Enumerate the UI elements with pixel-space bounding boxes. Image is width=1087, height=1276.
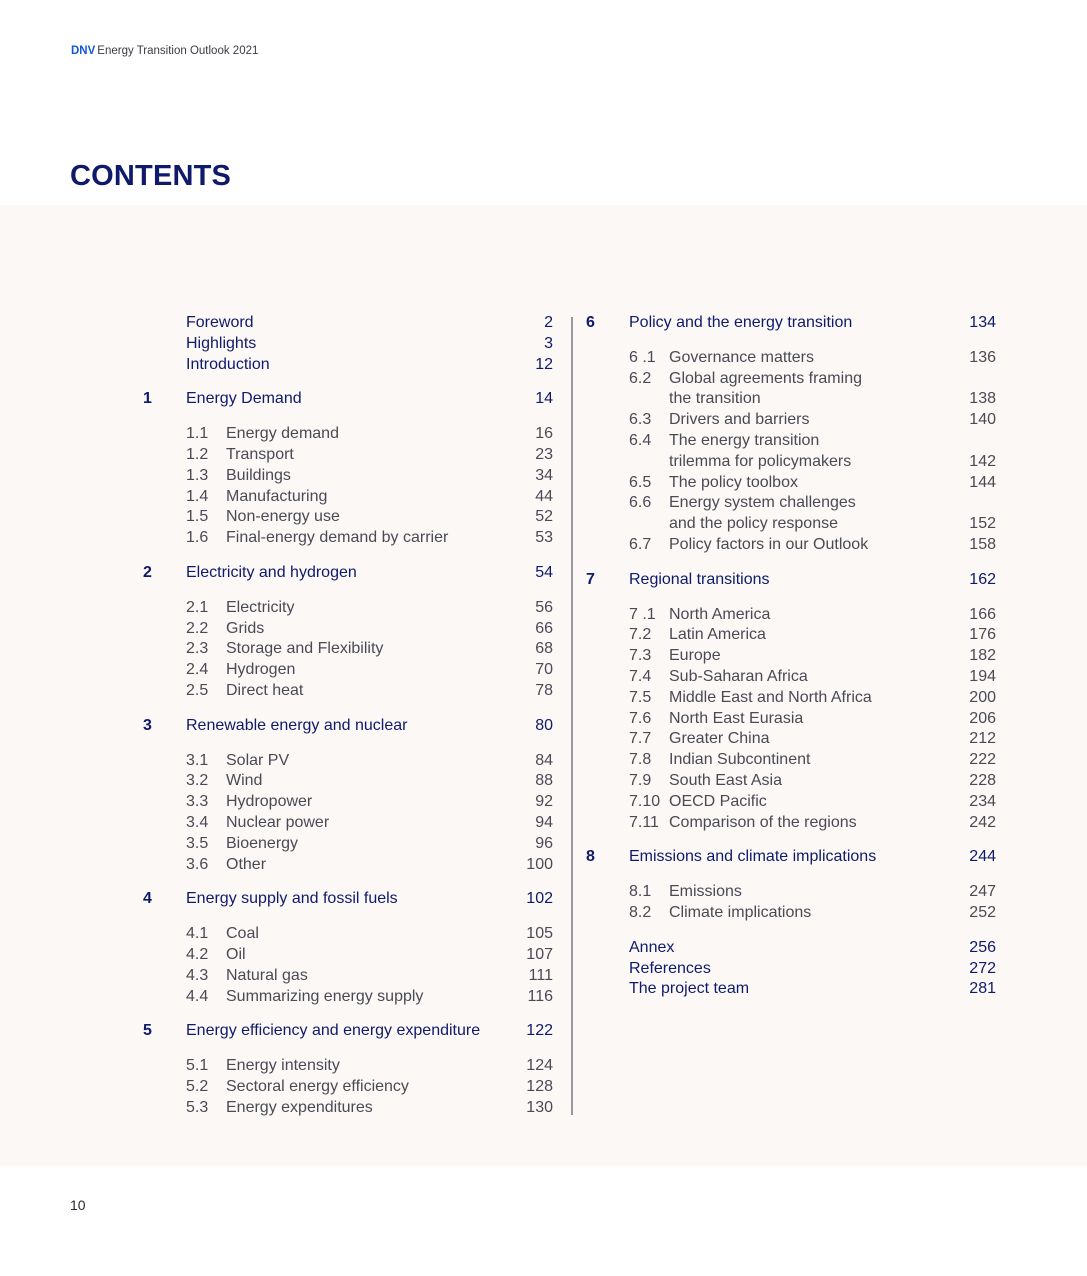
section-title: Buildings — [226, 466, 291, 484]
section-number: 5.3 — [186, 1098, 209, 1116]
section-title: The energy transition — [669, 431, 820, 449]
chapter-title: Energy efficiency and energy expenditure — [186, 1022, 481, 1040]
toc-section-entry[interactable] — [143, 987, 553, 1008]
section-number: 7.11 — [629, 813, 659, 831]
entry-title: Introduction — [186, 355, 270, 373]
section-title: Grids — [226, 619, 265, 637]
page-ref: 2 — [544, 314, 553, 331]
toc-spacer — [586, 556, 996, 570]
section-number: 2.5 — [186, 681, 209, 699]
section-number: 1.3 — [186, 466, 209, 484]
section-number: 7.6 — [629, 709, 652, 727]
toc-section-entry[interactable] — [586, 903, 996, 924]
section-title: trilemma for policymakers — [669, 452, 852, 470]
section-number: 7.9 — [629, 771, 652, 789]
toc-chapter-entry[interactable] — [143, 889, 553, 910]
section-title: Manufacturing — [226, 487, 328, 505]
toc-section-entry[interactable] — [143, 598, 553, 619]
toc-section-entry[interactable] — [586, 452, 996, 473]
toc-section-entry[interactable] — [586, 605, 996, 626]
section-title: Nuclear power — [226, 813, 330, 831]
toc-front-entry[interactable] — [143, 313, 553, 334]
toc-spacer — [586, 868, 996, 882]
section-title: Energy demand — [226, 425, 339, 443]
page-ref: 54 — [535, 563, 553, 581]
section-title: Policy factors in our Outlook — [669, 535, 869, 553]
chapter-number: 2 — [143, 563, 152, 581]
toc-spacer — [143, 410, 553, 424]
page-ref: 66 — [535, 619, 553, 637]
section-title: Non-energy use — [226, 508, 340, 526]
toc-section-entry[interactable] — [143, 771, 553, 792]
toc-chapter-entry[interactable] — [143, 563, 553, 584]
toc-section-entry[interactable] — [586, 431, 996, 452]
page-ref: 228 — [969, 771, 996, 789]
toc-chapter-entry[interactable] — [143, 1021, 553, 1042]
section-title: Europe — [669, 647, 721, 665]
toc-spacer — [586, 833, 996, 847]
toc-front-entry[interactable] — [586, 979, 996, 1000]
page-ref: 128 — [526, 1077, 553, 1095]
section-number: 3.2 — [186, 772, 209, 790]
toc-section-entry[interactable] — [586, 535, 996, 556]
section-title: Hydrogen — [226, 661, 296, 679]
toc-section-entry[interactable] — [586, 514, 996, 535]
page-ref: 23 — [535, 445, 553, 463]
page-ref: 142 — [969, 452, 996, 470]
toc-spacer — [586, 334, 996, 348]
toc-section-entry[interactable] — [143, 681, 553, 702]
section-title: Transport — [226, 445, 294, 463]
page-ref: 158 — [969, 535, 996, 553]
toc-section-entry[interactable] — [586, 813, 996, 834]
toc-right-column — [586, 313, 996, 1000]
document-title: Energy Transition Outlook 2021 — [97, 45, 259, 57]
toc-section-entry[interactable] — [143, 751, 553, 772]
section-number: 6 .1 — [629, 348, 656, 366]
toc-section-entry[interactable] — [143, 1098, 553, 1119]
section-title: Indian Subcontinent — [669, 751, 811, 769]
page-ref: 242 — [969, 813, 996, 831]
entry-title: Highlights — [186, 334, 257, 352]
toc-section-entry[interactable] — [586, 792, 996, 813]
page-ref: 105 — [526, 925, 553, 943]
page-ref: 102 — [526, 890, 553, 908]
section-number: 3.5 — [186, 834, 209, 852]
chapter-number: 5 — [143, 1022, 152, 1040]
page-ref: 136 — [969, 348, 996, 366]
section-number: 1.1 — [186, 425, 209, 443]
section-title: Energy system challenges — [669, 494, 856, 512]
toc-chapter-entry[interactable] — [586, 847, 996, 868]
section-title: Middle East and North Africa — [669, 688, 872, 706]
toc-section-entry[interactable] — [586, 688, 996, 709]
toc-spacer — [143, 910, 553, 924]
section-number: 2.1 — [186, 598, 209, 616]
section-title: Greater China — [669, 730, 770, 748]
page-ref: 134 — [969, 314, 996, 331]
toc-front-entry[interactable] — [143, 334, 553, 355]
toc-section-entry[interactable] — [143, 924, 553, 945]
chapter-number: 4 — [143, 890, 152, 908]
section-title: Global agreements framing — [669, 369, 862, 387]
toc-chapter-entry[interactable] — [586, 570, 996, 591]
page-ref: 84 — [535, 751, 553, 769]
section-number: 7.10 — [629, 792, 661, 810]
toc-chapter-entry[interactable] — [586, 313, 996, 334]
toc-section-entry[interactable] — [586, 729, 996, 750]
section-title: Bioenergy — [226, 834, 299, 852]
section-title: Storage and Flexibility — [226, 640, 384, 658]
toc-section-entry[interactable] — [586, 625, 996, 646]
page-ref: 176 — [969, 626, 996, 644]
toc-spacer — [143, 1007, 553, 1021]
toc-section-entry[interactable] — [143, 466, 553, 487]
section-title: Oil — [226, 945, 246, 963]
toc-section-entry[interactable] — [586, 750, 996, 771]
toc-section-entry[interactable] — [143, 487, 553, 508]
section-title: Natural gas — [226, 966, 308, 984]
page-number: 10 — [70, 1197, 86, 1213]
page-ref: 166 — [969, 605, 996, 623]
page-ref: 92 — [535, 793, 553, 811]
section-number: 4.4 — [186, 987, 209, 1005]
page-ref: 68 — [535, 640, 553, 658]
section-number: 6.3 — [629, 411, 652, 429]
page-ref: 247 — [969, 883, 996, 901]
toc-section-entry[interactable] — [143, 1077, 553, 1098]
section-title: Electricity — [226, 598, 295, 616]
toc-section-entry[interactable] — [143, 528, 553, 549]
section-number: 2.3 — [186, 640, 209, 658]
section-title: Energy intensity — [226, 1057, 340, 1075]
page-ref: 234 — [969, 792, 996, 810]
chapter-title: Regional transitions — [629, 570, 770, 588]
toc-front-entry[interactable] — [586, 959, 996, 980]
section-number: 6.7 — [629, 535, 652, 553]
section-number: 5.2 — [186, 1077, 209, 1095]
section-number: 2.2 — [186, 619, 209, 637]
chapter-title: Energy Demand — [186, 390, 302, 408]
section-number: 8.2 — [629, 903, 652, 921]
section-number: 7.8 — [629, 751, 652, 769]
entry-title: Annex — [629, 938, 675, 956]
chapter-number: 8 — [586, 848, 595, 866]
page-title: CONTENTS — [70, 160, 232, 192]
section-number: 4.1 — [186, 925, 209, 943]
page-ref: 80 — [535, 716, 553, 734]
toc-section-entry[interactable] — [586, 882, 996, 903]
toc-spacer — [143, 1042, 553, 1056]
toc-section-entry[interactable] — [586, 348, 996, 369]
page-ref: 94 — [535, 813, 553, 831]
page-ref: 162 — [969, 570, 996, 588]
section-title: Solar PV — [226, 751, 290, 769]
page-ref: 12 — [535, 355, 553, 373]
toc-section-entry[interactable] — [143, 619, 553, 640]
page-ref: 107 — [526, 945, 553, 963]
section-number: 7.7 — [629, 730, 652, 748]
page-ref: 212 — [969, 730, 996, 748]
toc-spacer — [586, 591, 996, 605]
toc-section-entry[interactable] — [586, 771, 996, 792]
page-ref: 116 — [527, 987, 553, 1005]
section-title: Sub-Saharan Africa — [669, 667, 808, 685]
section-title: Sectoral energy efficiency — [226, 1077, 409, 1095]
section-number: 3.6 — [186, 855, 209, 873]
section-title: Latin America — [669, 626, 766, 644]
brand-name: DNV — [71, 45, 96, 57]
toc-spacer — [143, 875, 553, 889]
section-title: and the policy response — [669, 515, 838, 533]
toc-section-entry[interactable] — [143, 445, 553, 466]
section-number: 6.6 — [629, 494, 652, 512]
toc-section-entry[interactable] — [586, 646, 996, 667]
entry-title: Foreword — [186, 314, 254, 331]
toc-spacer — [143, 737, 553, 751]
chapter-number: 3 — [143, 716, 152, 734]
chapter-number: 1 — [143, 390, 152, 408]
page-ref: 152 — [969, 515, 996, 533]
toc-spacer — [143, 375, 553, 389]
section-number: 6.5 — [629, 473, 652, 491]
section-number: 1.6 — [186, 529, 209, 547]
toc-section-entry[interactable] — [143, 660, 553, 681]
page-ref: 140 — [969, 411, 996, 429]
section-number: 7.5 — [629, 688, 652, 706]
toc-section-entry[interactable] — [586, 667, 996, 688]
page-ref: 144 — [969, 473, 996, 491]
page-ref: 70 — [535, 661, 553, 679]
section-title: Drivers and barriers — [669, 411, 810, 429]
page-ref: 88 — [535, 772, 553, 790]
page-ref: 3 — [544, 334, 553, 352]
running-header — [71, 45, 258, 57]
toc-section-entry[interactable] — [143, 639, 553, 660]
section-number: 6.2 — [629, 369, 652, 387]
page-ref: 56 — [535, 598, 553, 616]
page-ref: 78 — [535, 681, 553, 699]
chapter-title: Energy supply and fossil fuels — [186, 890, 398, 908]
section-number: 3.3 — [186, 793, 209, 811]
toc-spacer — [143, 702, 553, 716]
page-ref: 14 — [535, 390, 553, 408]
page-ref: 244 — [969, 848, 996, 866]
entry-title: References — [629, 959, 711, 977]
page-ref: 252 — [969, 903, 996, 921]
toc-section-entry[interactable] — [143, 834, 553, 855]
section-title: North America — [669, 605, 771, 623]
section-title: Hydropower — [226, 793, 313, 811]
toc-section-entry[interactable] — [586, 493, 996, 514]
section-title: South East Asia — [669, 771, 782, 789]
section-title: OECD Pacific — [669, 792, 767, 810]
page-ref: 200 — [969, 688, 996, 706]
toc-section-entry[interactable] — [143, 813, 553, 834]
section-title: Summarizing energy supply — [226, 987, 424, 1005]
section-title: Wind — [226, 772, 263, 790]
toc-section-entry[interactable] — [143, 945, 553, 966]
toc-section-entry[interactable] — [143, 507, 553, 528]
section-number: 1.4 — [186, 487, 209, 505]
page-ref: 222 — [969, 751, 996, 769]
page-ref: 34 — [535, 466, 553, 484]
section-title: the transition — [669, 390, 761, 408]
toc-spacer — [143, 584, 553, 598]
section-title: Governance matters — [669, 348, 814, 366]
column-divider — [571, 317, 573, 1115]
toc-spacer — [143, 549, 553, 563]
toc-front-entry[interactable] — [586, 938, 996, 959]
chapter-title: Policy and the energy transition — [629, 314, 853, 331]
toc-section-entry[interactable] — [143, 424, 553, 445]
toc-section-entry[interactable] — [143, 792, 553, 813]
toc-section-entry[interactable] — [143, 966, 553, 987]
section-title: Climate implications — [669, 903, 812, 921]
chapter-title: Renewable energy and nuclear — [186, 716, 408, 734]
toc-front-entry[interactable] — [143, 355, 553, 376]
page-ref: 194 — [969, 667, 996, 685]
page-ref: 122 — [526, 1022, 553, 1040]
section-number: 7 .1 — [629, 605, 656, 623]
chapter-number: 6 — [586, 314, 595, 331]
toc-section-entry[interactable] — [586, 410, 996, 431]
toc-chapter-entry[interactable] — [143, 716, 553, 737]
section-number: 6.4 — [629, 431, 652, 449]
chapter-title: Electricity and hydrogen — [186, 563, 357, 581]
section-number: 4.2 — [186, 945, 209, 963]
page-ref: 256 — [969, 938, 996, 956]
section-number: 1.5 — [186, 508, 209, 526]
page-ref: 16 — [535, 425, 553, 443]
section-number: 3.1 — [186, 751, 209, 769]
section-title: Direct heat — [226, 681, 304, 699]
toc-section-entry[interactable] — [586, 473, 996, 494]
chapter-title: Emissions and climate implications — [629, 848, 877, 866]
section-number: 4.3 — [186, 966, 209, 984]
chapter-number: 7 — [586, 570, 595, 588]
section-title: Emissions — [669, 883, 742, 901]
toc-section-entry[interactable] — [143, 855, 553, 876]
section-number: 8.1 — [629, 883, 652, 901]
section-title: North East Eurasia — [669, 709, 804, 727]
page-ref: 130 — [526, 1098, 553, 1116]
page-ref: 182 — [969, 647, 996, 665]
section-number: 5.1 — [186, 1057, 209, 1075]
section-number: 7.3 — [629, 647, 652, 665]
section-title: The policy toolbox — [669, 473, 798, 491]
toc-spacer — [586, 924, 996, 938]
section-number: 2.4 — [186, 661, 209, 679]
section-title: Other — [226, 855, 267, 873]
page-ref: 100 — [526, 855, 553, 873]
toc-chapter-entry[interactable] — [143, 389, 553, 410]
page-ref: 96 — [535, 834, 553, 852]
page-ref: 53 — [535, 529, 553, 547]
section-title: Final-energy demand by carrier — [226, 529, 449, 547]
page-ref: 111 — [528, 966, 553, 984]
page-ref: 138 — [969, 390, 996, 408]
page-ref: 206 — [969, 709, 996, 727]
toc-section-entry[interactable] — [143, 1056, 553, 1077]
toc-section-entry[interactable] — [586, 369, 996, 390]
page-ref: 44 — [535, 487, 553, 505]
section-number: 7.2 — [629, 626, 652, 644]
toc-section-entry[interactable] — [586, 709, 996, 730]
toc-left-column — [143, 313, 553, 1119]
section-title: Comparison of the regions — [669, 813, 857, 831]
section-number: 3.4 — [186, 813, 209, 831]
page-ref: 272 — [969, 959, 996, 977]
page-ref: 124 — [526, 1057, 553, 1075]
section-title: Energy expenditures — [226, 1098, 373, 1116]
page-ref: 281 — [969, 980, 996, 998]
section-number: 1.2 — [186, 445, 209, 463]
section-title: Coal — [226, 925, 259, 943]
toc-section-entry[interactable] — [586, 389, 996, 410]
page-ref: 52 — [535, 508, 553, 526]
section-number: 7.4 — [629, 667, 652, 685]
entry-title: The project team — [629, 980, 750, 998]
